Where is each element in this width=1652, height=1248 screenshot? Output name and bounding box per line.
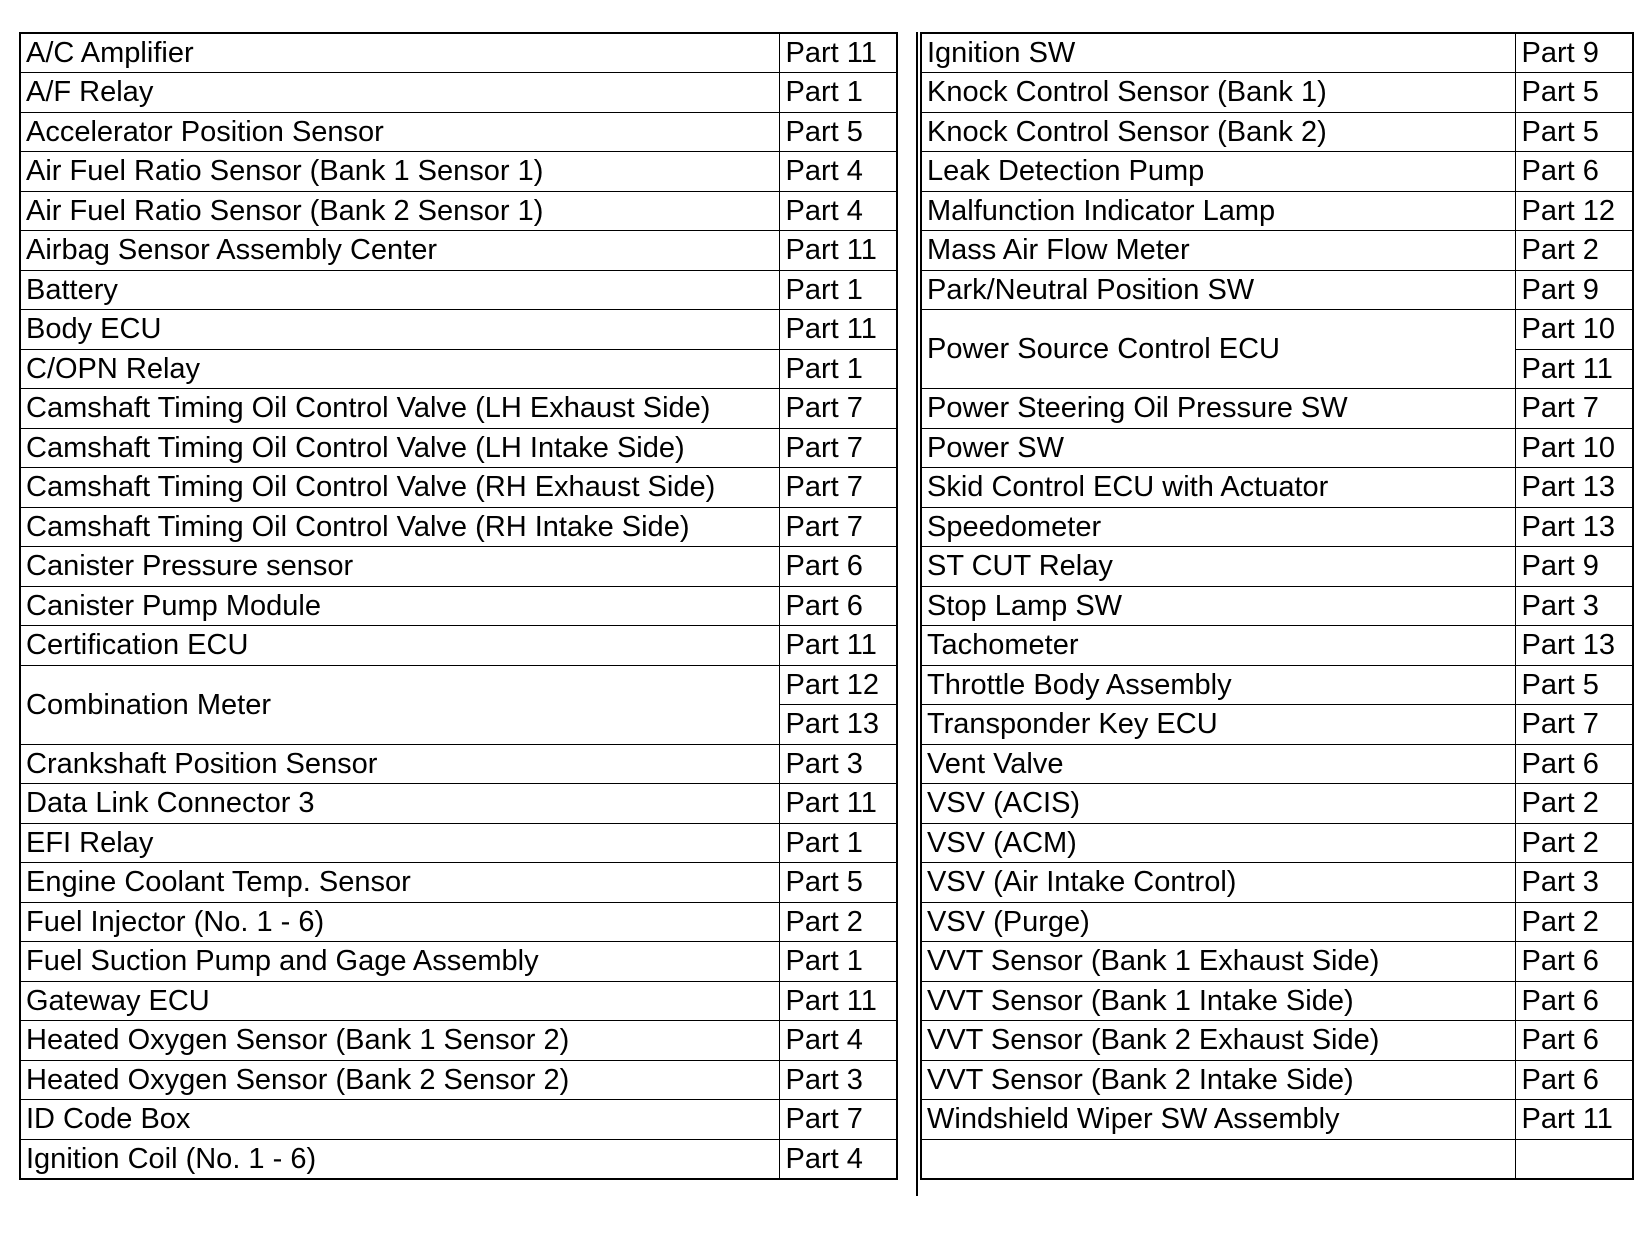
part-number: Part 3 <box>779 744 897 784</box>
part-number <box>1515 1139 1633 1179</box>
component-name: Crankshaft Position Sensor <box>20 744 779 784</box>
part-number: Part 6 <box>1515 981 1633 1021</box>
part-number: Part 7 <box>779 507 897 547</box>
part-number: Part 11 <box>779 784 897 824</box>
table-row <box>20 942 897 982</box>
part-number: Part 2 <box>1515 231 1633 271</box>
table-row <box>921 863 1633 903</box>
part-number: Part 3 <box>1515 863 1633 903</box>
component-name: Heated Oxygen Sensor (Bank 2 Sensor 2) <box>20 1060 779 1100</box>
component-name: Gateway ECU <box>20 981 779 1021</box>
part-number: Part 5 <box>779 112 897 152</box>
part-number: Part 11 <box>1515 1100 1633 1140</box>
table-row <box>921 784 1633 824</box>
part-number: Part 6 <box>779 586 897 626</box>
component-name: Camshaft Timing Oil Control Valve (LH Exhaust Side) <box>20 389 779 429</box>
component-name: VVT Sensor (Bank 2 Intake Side) <box>921 1060 1515 1100</box>
component-name: Tachometer <box>921 626 1515 666</box>
table-row <box>921 112 1633 152</box>
table-row <box>20 112 897 152</box>
part-number: Part 9 <box>1515 547 1633 587</box>
part-number: Part 5 <box>1515 73 1633 113</box>
part-number: Part 9 <box>1515 33 1633 73</box>
part-number: Part 5 <box>779 863 897 903</box>
component-name: Air Fuel Ratio Sensor (Bank 1 Sensor 1) <box>20 152 779 192</box>
table-row <box>921 823 1633 863</box>
part-number: Part 4 <box>779 1139 897 1179</box>
right-component-table <box>920 32 1634 1180</box>
component-name: Ignition SW <box>921 33 1515 73</box>
part-number: Part 4 <box>779 191 897 231</box>
table-row <box>20 1139 897 1179</box>
table-row <box>921 981 1633 1021</box>
component-name: A/F Relay <box>20 73 779 113</box>
table-row <box>921 902 1633 942</box>
part-number: Part 13 <box>1515 626 1633 666</box>
component-name: Vent Valve <box>921 744 1515 784</box>
part-number: Part 1 <box>779 73 897 113</box>
table-row <box>921 191 1633 231</box>
component-name: Engine Coolant Temp. Sensor <box>20 863 779 903</box>
component-name: Windshield Wiper SW Assembly <box>921 1100 1515 1140</box>
table-row <box>921 1060 1633 1100</box>
part-number: Part 2 <box>1515 902 1633 942</box>
component-name: Power SW <box>921 428 1515 468</box>
component-name: Stop Lamp SW <box>921 586 1515 626</box>
table-row <box>921 942 1633 982</box>
component-name: VSV (Air Intake Control) <box>921 863 1515 903</box>
part-number: Part 11 <box>779 981 897 1021</box>
component-name: Park/Neutral Position SW <box>921 270 1515 310</box>
left-table-body <box>20 33 897 1179</box>
table-row <box>20 1021 897 1061</box>
table-row <box>921 310 1633 350</box>
part-number: Part 11 <box>779 33 897 73</box>
table-row <box>921 1021 1633 1061</box>
component-name: EFI Relay <box>20 823 779 863</box>
table-row <box>20 744 897 784</box>
part-number: Part 5 <box>1515 112 1633 152</box>
component-name: Skid Control ECU with Actuator <box>921 468 1515 508</box>
table-row <box>20 863 897 903</box>
table-row <box>921 507 1633 547</box>
component-name: Leak Detection Pump <box>921 152 1515 192</box>
part-number: Part 10 <box>1515 428 1633 468</box>
table-row <box>921 547 1633 587</box>
component-name: Battery <box>20 270 779 310</box>
component-name: Combination Meter <box>20 665 779 744</box>
component-name: Power Source Control ECU <box>921 310 1515 389</box>
component-name: VSV (ACIS) <box>921 784 1515 824</box>
part-number: Part 1 <box>779 942 897 982</box>
part-number: Part 13 <box>1515 468 1633 508</box>
part-number: Part 1 <box>779 823 897 863</box>
component-name: Mass Air Flow Meter <box>921 231 1515 271</box>
table-row <box>20 152 897 192</box>
part-number: Part 6 <box>1515 1021 1633 1061</box>
component-name: Accelerator Position Sensor <box>20 112 779 152</box>
part-number: Part 9 <box>1515 270 1633 310</box>
part-number: Part 10 <box>1515 310 1633 350</box>
component-name: Data Link Connector 3 <box>20 784 779 824</box>
table-row <box>20 468 897 508</box>
table-row <box>20 981 897 1021</box>
component-name: VVT Sensor (Bank 1 Intake Side) <box>921 981 1515 1021</box>
component-name: VVT Sensor (Bank 1 Exhaust Side) <box>921 942 1515 982</box>
table-row <box>921 1139 1633 1179</box>
component-name: Knock Control Sensor (Bank 2) <box>921 112 1515 152</box>
part-number: Part 7 <box>1515 389 1633 429</box>
right-table-body <box>921 33 1633 1179</box>
table-row <box>20 665 897 705</box>
component-name: Transponder Key ECU <box>921 705 1515 745</box>
component-name: Camshaft Timing Oil Control Valve (RH Intake Side) <box>20 507 779 547</box>
part-number: Part 4 <box>779 152 897 192</box>
component-name: Knock Control Sensor (Bank 1) <box>921 73 1515 113</box>
table-row <box>921 73 1633 113</box>
table-row <box>20 902 897 942</box>
table-gap-divider <box>896 32 918 1196</box>
table-row <box>20 191 897 231</box>
component-name: Heated Oxygen Sensor (Bank 1 Sensor 2) <box>20 1021 779 1061</box>
component-name: C/OPN Relay <box>20 349 779 389</box>
component-name: VSV (ACM) <box>921 823 1515 863</box>
component-name: Throttle Body Assembly <box>921 665 1515 705</box>
table-row <box>20 270 897 310</box>
component-name: Certification ECU <box>20 626 779 666</box>
table-row <box>921 428 1633 468</box>
table-row <box>921 33 1633 73</box>
part-number: Part 6 <box>1515 1060 1633 1100</box>
part-number: Part 6 <box>779 547 897 587</box>
component-name: VSV (Purge) <box>921 902 1515 942</box>
component-name: Canister Pump Module <box>20 586 779 626</box>
part-number: Part 13 <box>1515 507 1633 547</box>
table-row <box>20 33 897 73</box>
table-row <box>921 270 1633 310</box>
component-name: Malfunction Indicator Lamp <box>921 191 1515 231</box>
table-row <box>921 586 1633 626</box>
table-row <box>20 310 897 350</box>
table-row <box>20 428 897 468</box>
part-number: Part 11 <box>1515 349 1633 389</box>
table-row <box>921 152 1633 192</box>
component-name: Canister Pressure sensor <box>20 547 779 587</box>
table-row <box>921 231 1633 271</box>
left-component-table <box>19 32 898 1180</box>
component-name: VVT Sensor (Bank 2 Exhaust Side) <box>921 1021 1515 1061</box>
component-name: A/C Amplifier <box>20 33 779 73</box>
table-row <box>20 823 897 863</box>
part-number: Part 3 <box>779 1060 897 1100</box>
component-name: Power Steering Oil Pressure SW <box>921 389 1515 429</box>
part-number: Part 7 <box>779 389 897 429</box>
component-name <box>921 1139 1515 1179</box>
part-number: Part 5 <box>1515 665 1633 705</box>
table-row <box>921 665 1633 705</box>
part-number: Part 7 <box>779 428 897 468</box>
table-row <box>921 744 1633 784</box>
part-number: Part 2 <box>1515 823 1633 863</box>
part-number: Part 7 <box>1515 705 1633 745</box>
component-name: Ignition Coil (No. 1 - 6) <box>26 1142 317 1175</box>
component-name: ID Code Box <box>20 1100 779 1140</box>
table-row <box>921 626 1633 666</box>
part-number: Part 1 <box>779 270 897 310</box>
component-name: Camshaft Timing Oil Control Valve (LH Intake Side) <box>20 428 779 468</box>
part-number: Part 11 <box>779 310 897 350</box>
component-name: Fuel Injector (No. 1 - 6) <box>20 902 779 942</box>
table-row <box>20 389 897 429</box>
component-name: Fuel Suction Pump and Gage Assembly <box>20 942 779 982</box>
part-number: Part 4 <box>779 1021 897 1061</box>
table-row <box>20 507 897 547</box>
table-row <box>20 784 897 824</box>
part-number: Part 1 <box>779 349 897 389</box>
table-row <box>921 1100 1633 1140</box>
table-row <box>20 349 897 389</box>
table-row <box>20 73 897 113</box>
component-name: Speedometer <box>921 507 1515 547</box>
component-name: Body ECU <box>20 310 779 350</box>
part-number: Part 6 <box>1515 152 1633 192</box>
part-number: Part 6 <box>1515 744 1633 784</box>
table-row <box>20 1060 897 1100</box>
part-number: Part 2 <box>779 902 897 942</box>
table-row <box>20 231 897 271</box>
part-number: Part 12 <box>779 665 897 705</box>
part-number: Part 7 <box>779 1100 897 1140</box>
table-row <box>20 1100 897 1140</box>
table-row <box>921 389 1633 429</box>
component-name: ST CUT Relay <box>921 547 1515 587</box>
table-row <box>921 705 1633 745</box>
component-name: Air Fuel Ratio Sensor (Bank 2 Sensor 1) <box>20 191 779 231</box>
component-name: Airbag Sensor Assembly Center <box>20 231 779 271</box>
part-number: Part 3 <box>1515 586 1633 626</box>
part-number: Part 11 <box>779 626 897 666</box>
part-number: Part 2 <box>1515 784 1633 824</box>
part-number: Part 12 <box>1515 191 1633 231</box>
table-row <box>921 468 1633 508</box>
part-number: Part 6 <box>1515 942 1633 982</box>
part-number: Part 11 <box>779 231 897 271</box>
part-number: Part 7 <box>779 468 897 508</box>
table-row <box>20 547 897 587</box>
part-number: Part 13 <box>779 705 897 745</box>
table-row <box>20 586 897 626</box>
table-row <box>20 626 897 666</box>
component-name: Camshaft Timing Oil Control Valve (RH Exhaust Side) <box>20 468 779 508</box>
